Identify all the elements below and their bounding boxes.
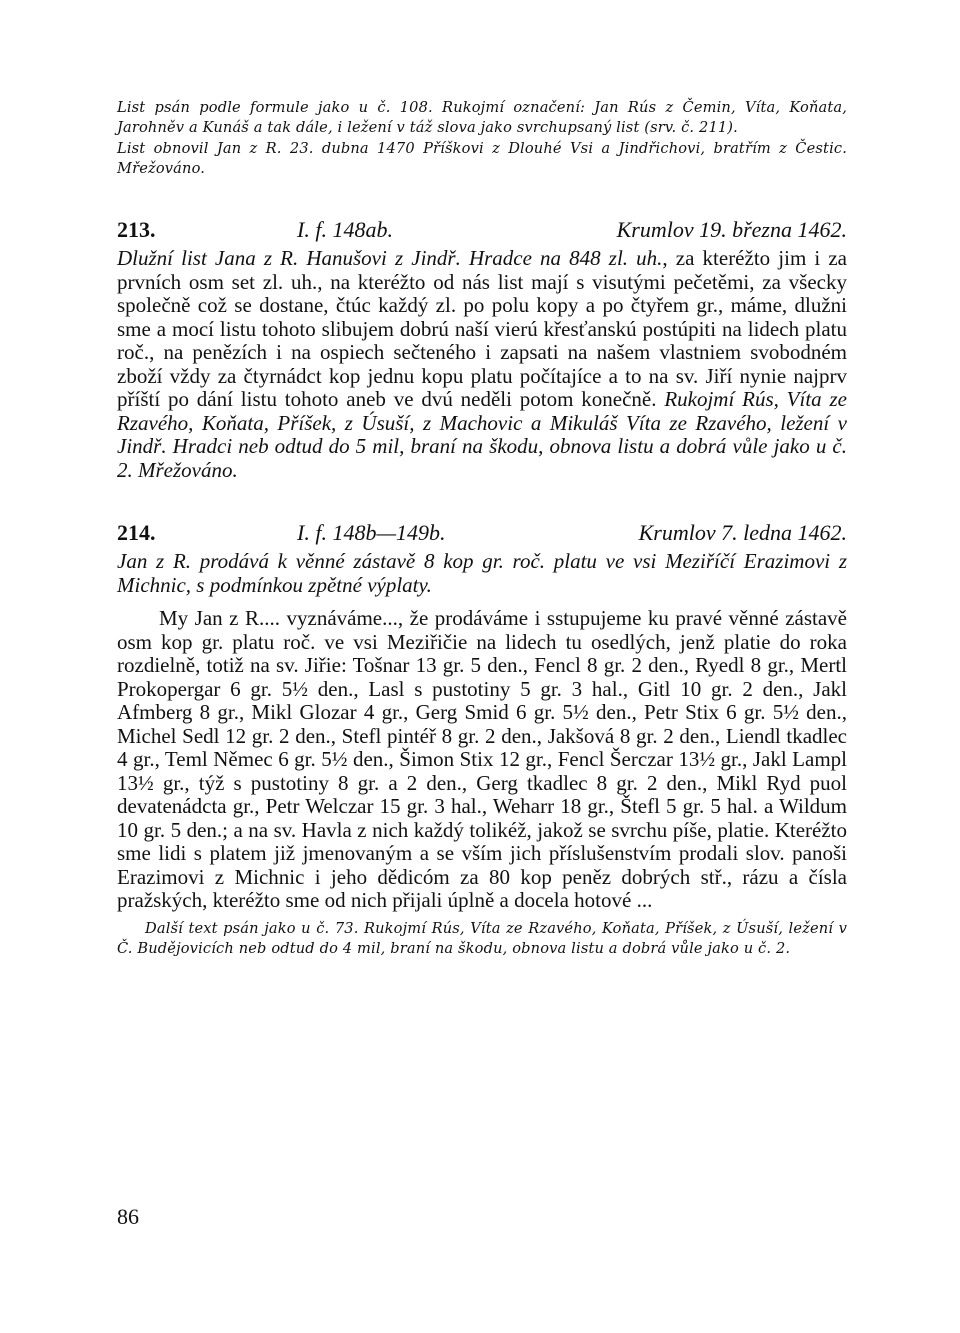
doc-213-header [117,217,847,243]
doc-213-body: , za kteréžto jim i za prvních osm set zl. uh., na kteréžto od nás list mají s visutými pečetěmi, za všecky společně což se dostane, čtúc každý zl. po polu kopy a po čtyřem gr., máme, dlužni sme a mocí listu tohoto slibujem dobrú naší vierú křesťanskú postúpiti na lidech platu roč., na penězích i na ospiech sečteného i zapsati na našem vlastniem svobodném zboží vždy za čtyrnádct kop jednu kopu platu počítajíce a to na sv. Jiří nynie najprv příští po dání listu tohoto aneb ve dvú neděli potom konečně. [117,246,847,412]
doc-214-number: 214. [117,520,156,546]
doc-214-folio: I. f. 148b—149b. [297,520,446,546]
top-note-paragraph-1: List psán podle formule jako u č. 108. Rukojmí označení: Jan Rús z Čemin, Víta, Koňata, Jarohněv a Kunáš a tak dále, i ležení v táž slova jako svrchupsaný list (srv. č. 211). [117,99,847,137]
doc-213-number: 213. [117,217,156,243]
doc-214-place-date: Krumlov 7. ledna 1462. [638,520,847,546]
doc-214-header [117,520,847,546]
doc-214-summary: Jan z R. prodává k věnné zástavě 8 kop gr. roč. platu ve vsi Meziříčí Erazimovi z Michnic, s podmínkou zpětné výplaty. [117,549,847,597]
doc-213-closing-note: Rukojmí Rús, Víta ze Rzavého, Koňata, Příšek, z Úsuší, z Machovic a Mikuláš Víta ze Rzavého, ležení v Jindř. Hradci neb odtud do 5 mil, braní na škodu, obnova listu a dobrá vůle jako u č. 2. Mřežováno. [117,387,847,482]
doc-213-summary: Dlužní list Jana z R. Hanušovi z Jindř. Hradce na 848 zl. uh. [117,246,663,271]
page-content [117,98,847,959]
doc-214-note: Další text psán jako u č. 73. Rukojmí Rús, Víta ze Rzavého, Koňata, Příšek, z Úsuší, ležení v Č. Budějovicích neb odtud do 4 mil, braní na škodu, obnova listu a dobrá vůle jako u č. 2. [117,919,847,957]
doc-213-place-date: Krumlov 19. března 1462. [616,217,847,243]
top-note-paragraph-2: List obnovil Jan z R. 23. dubna 1470 Příškovi z Dlouhé Vsi a Jindřichovi, bratřím z Čestic. Mřežováno. [117,139,847,177]
doc-214-body: My Jan z R.... vyznáváme..., že prodáváme i sstupujeme ku pravé věnné zástavě osm kop gr. platu roč. ve vsi Meziřičie na lidech tu osedlých, jenž platie do roka rozdielně, totiž na sv. Jiřie: Tošnar 13 gr. 5 den., Fencl 8 gr. 2 den., Ryedl 8 gr., Mertl Prokopergar 6 gr. 5½ den., Lasl s pustotiny 5 gr. 3 hal., Gitl 10 gr. 2 den., Jakl Afmberg 8 gr., Mikl Glozar 4 gr., Gerg Smid 6 gr. 5½ den., Petr Stix 6 gr. 5½ den., Michel Sedl 12 gr. 2 den., Stefl pintéř 8 gr. 2 den., Jakšová 8 gr. 2 den., Liendl tkadlec 4 gr., Teml Němec 6 gr. 5½ den., Šimon Stix 12 gr., Fencl Šerczar 13½ gr., Jakl Lampl 13½ gr., týž s pustotiny 8 gr. a 2 den., Gerg tkadlec 8 gr. 2 den., Mikl Ryd puol devatenádcta gr., Petr Welczar 15 gr. 3 hal., Weharr 18 gr., Štefl 5 gr. 5 hal. a Wildum 10 gr. 5 den.; a na sv. Havla z nich každý tolikéž, jakož se svrchu píše, platie. Kteréžto sme lidi s platem již jmenovaným a se vším jich příslušenstvím prodali slov. panoši Erazimovi z Michnic i jeho dědicóm za 80 kop peněz dobrých stř., rázu a čísla pražských, kteréžto sme od nich přijali úplně a docela hotové ... [117,606,847,913]
top-note [117,98,847,179]
page-number: 86 [117,1204,139,1229]
doc-213-folio: I. f. 148ab. [297,217,393,243]
doc-213-text [117,247,847,482]
